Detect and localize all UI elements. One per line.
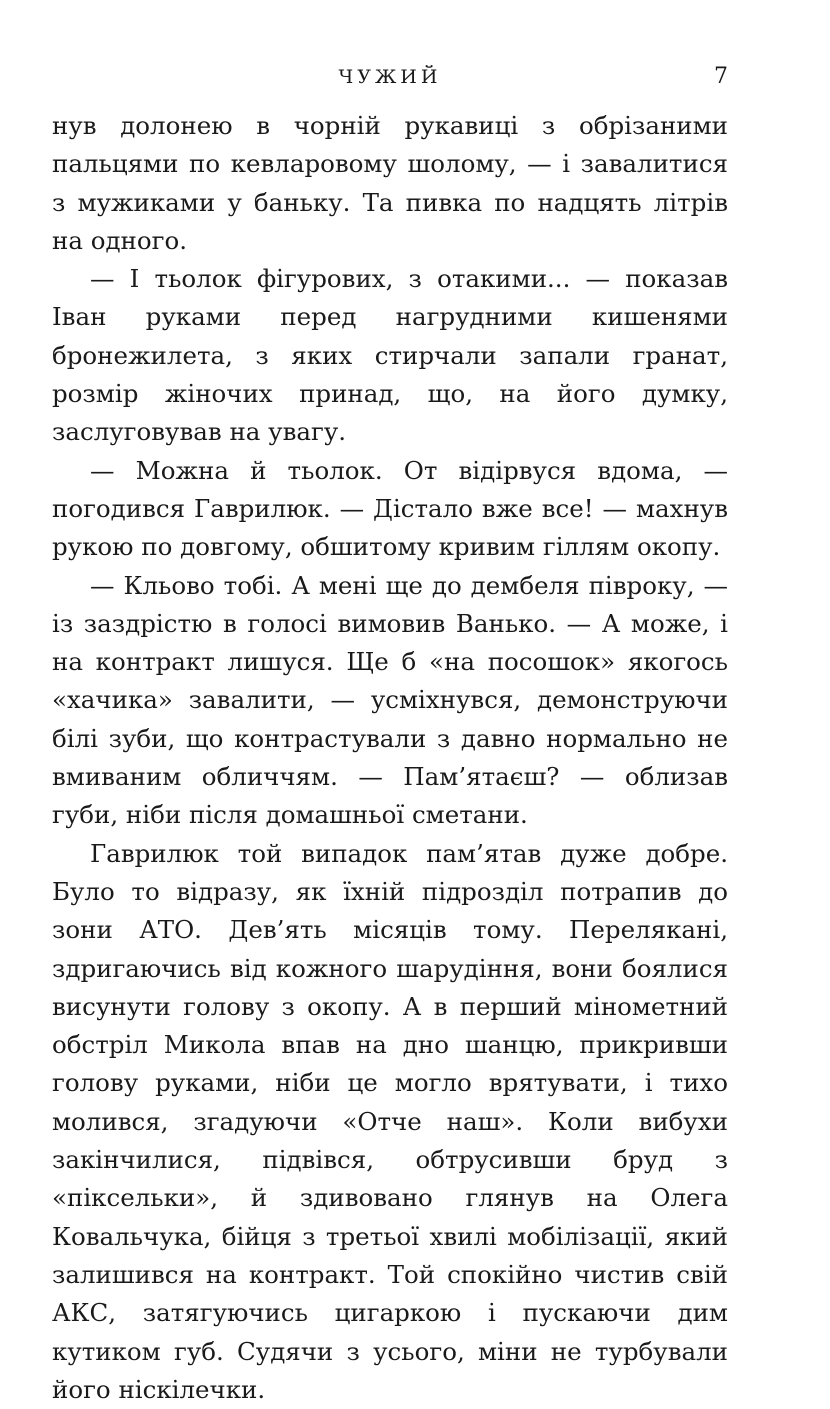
page-number: 7 xyxy=(714,64,728,89)
paragraph: нув долонею в чорній рукавиці з обрізаними пальцями по кевларовому шолому, — і завалитися з мужиками у баньку. Та пивка по надцять літрів на одного. xyxy=(52,111,728,255)
running-header xyxy=(52,62,728,92)
paragraph: — Можна й тьолок. От відірвуся вдома, — погодився Гаврилюк. — Дістало вже все! — махнув рукою по довгому, обшитому кривим гіллям окопу. xyxy=(52,455,728,562)
paragraph: Гаврилюк той випадок пам’ятав дуже добре. Було то відразу, як їхній підрозділ потрапив до зони АТО. Дев’ять місяців тому. Перелякані, здригаючись від кожного шарудіння, вони боялися висунути голову з окопу. А в перший мінометний обстріл Микола впав на дно шанцю, прикривши голову руками, ніби це могло врятувати, і тихо молився, згадуючи «Отче наш». Коли вибухи закінчилися, підвівся, обтрусивши бруд з «піксельки», й здивовано глянув на Олега Ковальчука, бійця з третьої хвилі мобілізації, який залишився на контракт. Той спокійно чистив свій АКС, затягуючись цигаркою і пускаючи дим кутиком губ. Судячи з усього, міни не турбували його ніскілечки. xyxy=(52,838,728,1404)
paragraph: — Кльово тобі. А мені ще до дембеля півроку, — із заздрістю в голосі вимовив Ванько. — А може, і на контракт лишуся. Ще б «на посошок» якогось «хачика» завалити, — усміхнувся, демонструючи білі зуби, що контрастували з давно нормально не вмиваним обличчям. — Пам’ятаєш? — облизав губи, ніби після домашньої сметани. xyxy=(52,570,728,830)
running-title: ЧУЖИЙ xyxy=(338,66,442,88)
body-text xyxy=(52,107,728,1409)
paragraph: — І тьолок фігурових, з отакими... — показав Іван руками перед нагрудними кишенями бронежилета, з яких стирчали запали гранат, розмір жіночих принад, що, на його думку, заслуговував на увагу. xyxy=(52,264,728,447)
